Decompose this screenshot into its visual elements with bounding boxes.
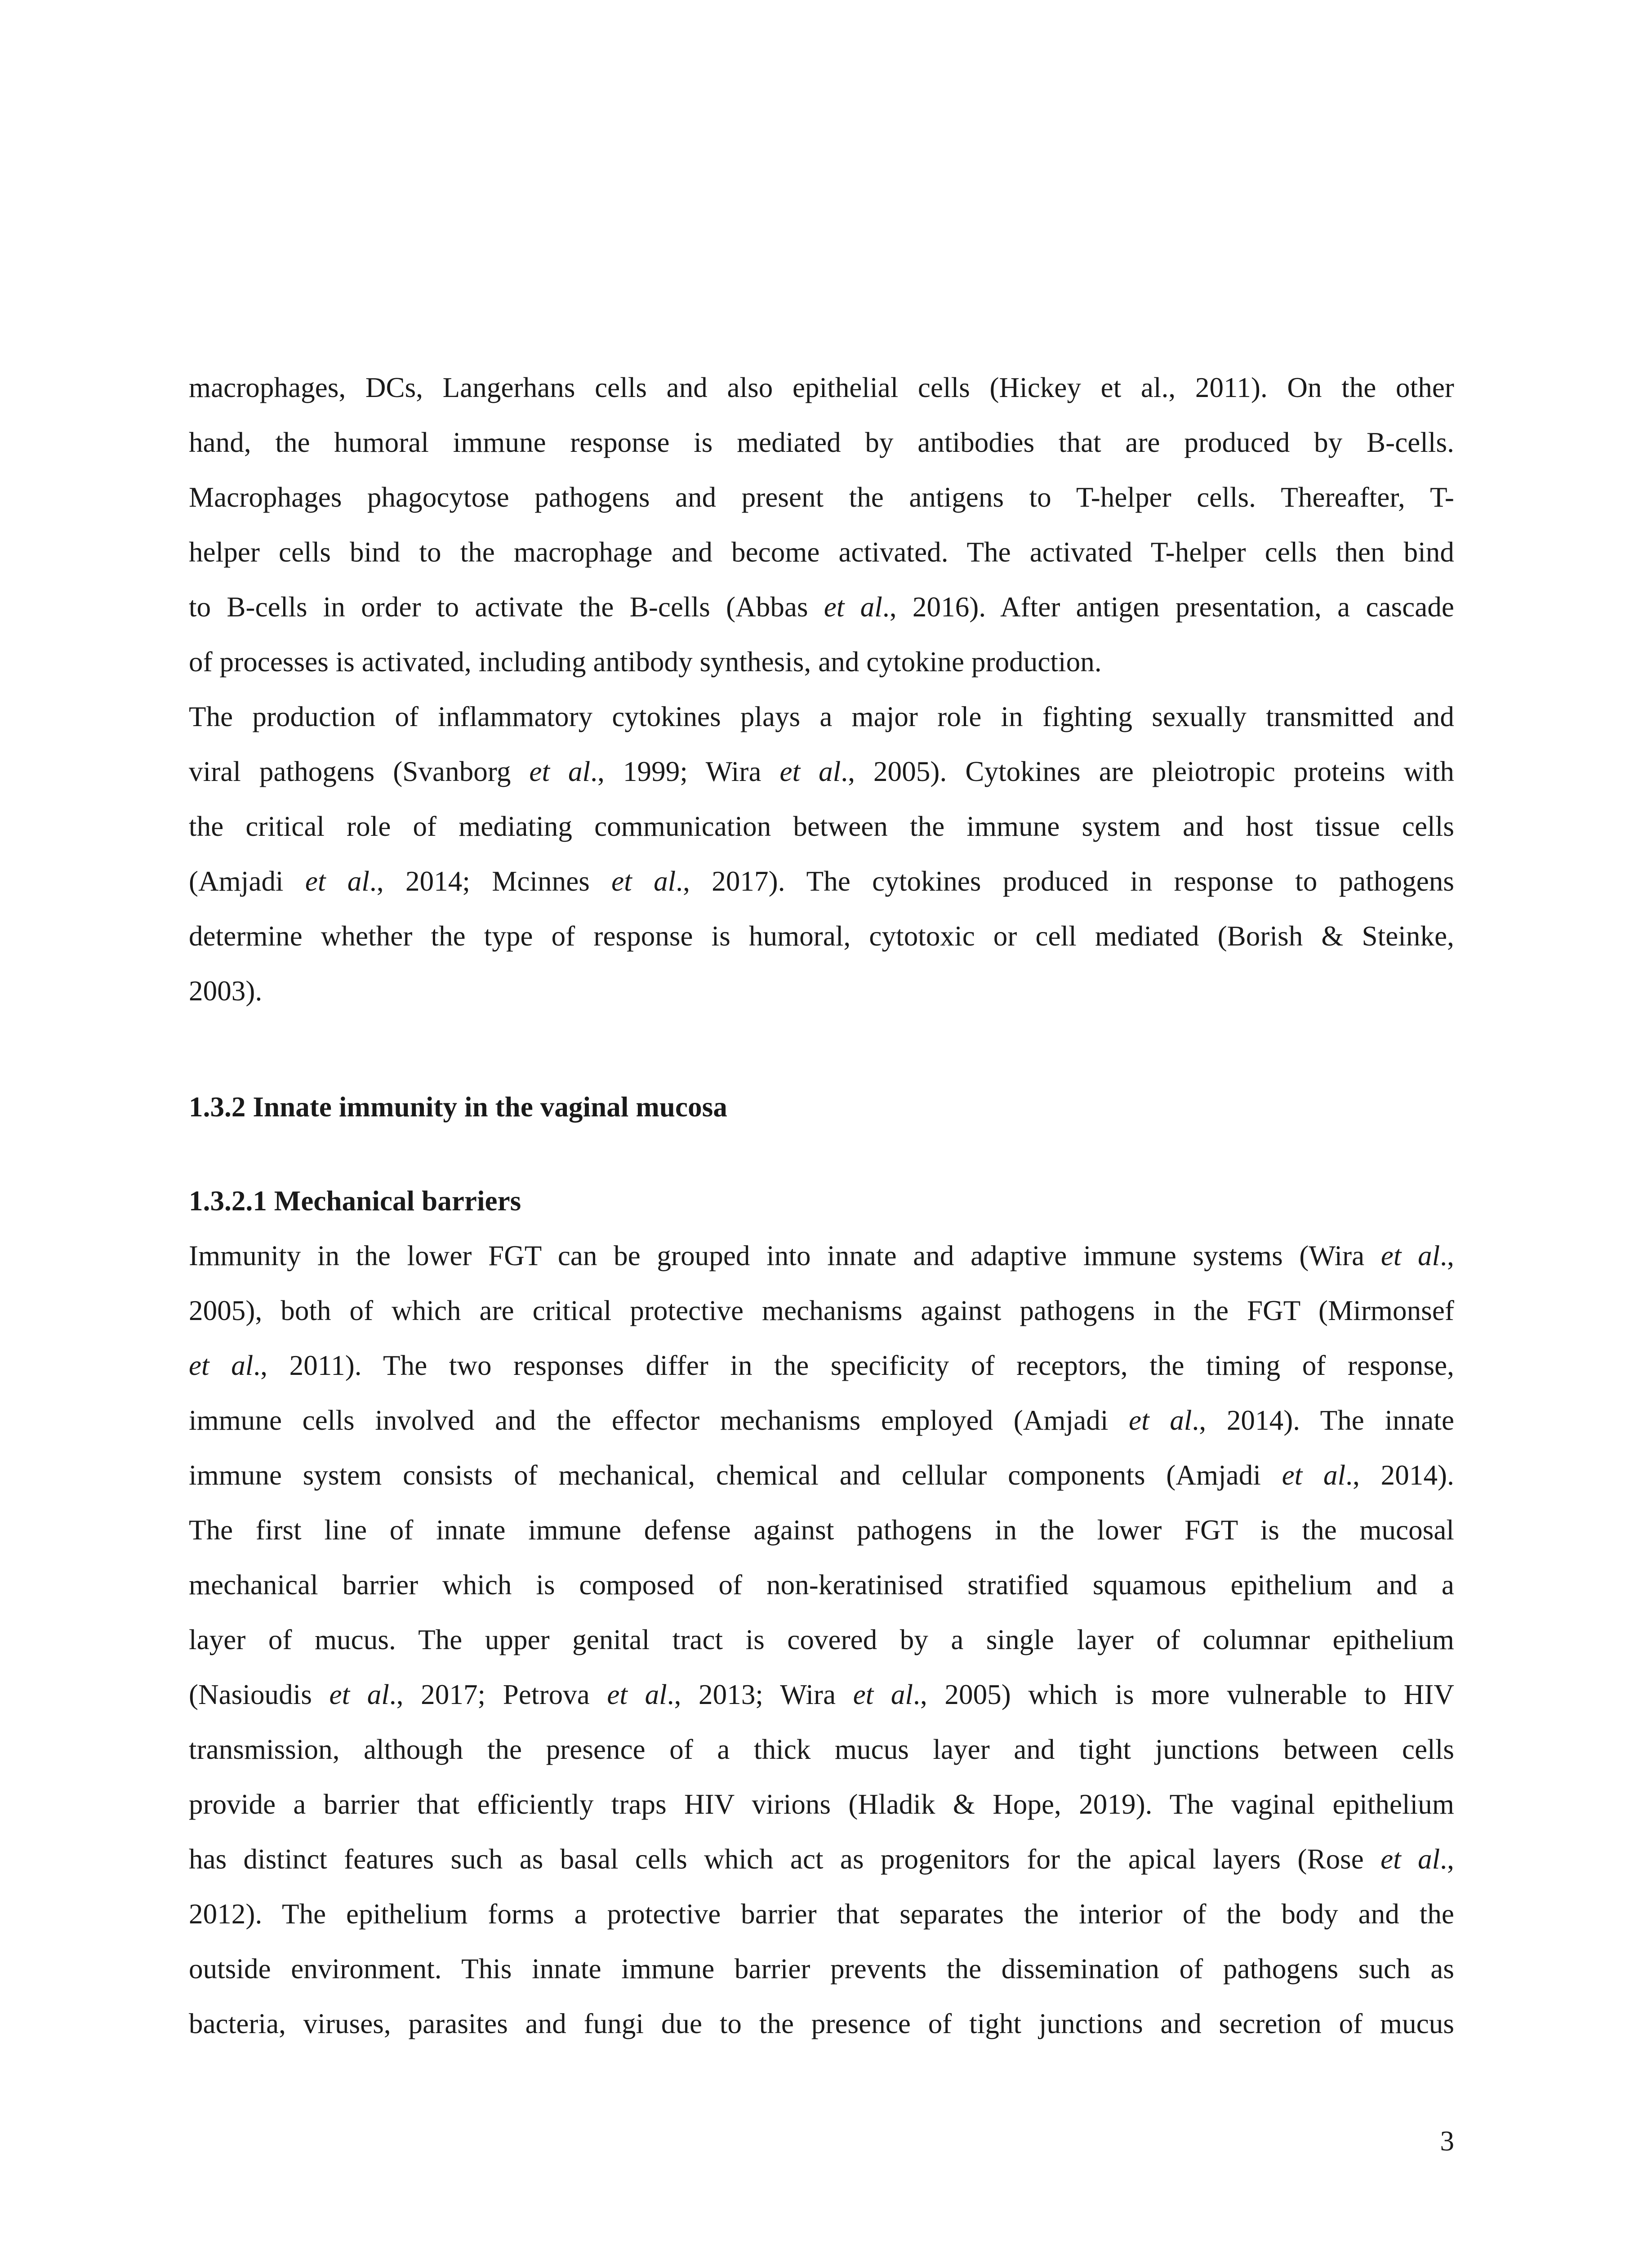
line-text: provide a barrier that efficiently traps HIV virions (Hladik & Hope, 2019). The vaginal epithelium bbox=[189, 1789, 1454, 1820]
italic-text: et al bbox=[779, 756, 841, 787]
line-text: helper cells bind to the macrophage and become activated. The activated T-helper cells then bind bbox=[189, 536, 1454, 568]
line-text: determine whether the type of response is humoral, cytotoxic or cell mediated (Borish & Steinke, bbox=[189, 920, 1454, 952]
text-line bbox=[189, 534, 1454, 570]
line-text: ., 2017). The cytokines produced in response to pathogens bbox=[676, 865, 1454, 897]
line-text: immune system consists of mechanical, chemical and cellular components (Amjadi bbox=[189, 1459, 1282, 1491]
italic-text: et al bbox=[853, 1679, 913, 1710]
line-text: outside environment. This innate immune barrier prevents the dissemination of pathogens such as bbox=[189, 1953, 1454, 1985]
italic-text: et al bbox=[529, 756, 591, 787]
line-text: ., 2014). bbox=[1345, 1459, 1454, 1491]
line-text: immune cells involved and the effector mechanisms employed (Amjadi bbox=[189, 1405, 1129, 1436]
line-text: layer of mucus. The upper genital tract is covered by a single layer of columnar epithelium bbox=[189, 1624, 1454, 1655]
text-line bbox=[189, 1402, 1454, 1438]
text-line bbox=[189, 1567, 1454, 1603]
text-line bbox=[189, 1896, 1454, 1932]
line-text: of processes is activated, including antibody synthesis, and cytokine production. bbox=[189, 646, 1102, 678]
text-line bbox=[189, 2006, 1454, 2042]
text-line bbox=[189, 1841, 1454, 1877]
text-line bbox=[189, 808, 1454, 844]
text-line bbox=[189, 863, 1454, 899]
line-text: (Nasioudis bbox=[189, 1679, 330, 1710]
text-line bbox=[189, 699, 1454, 735]
text-line bbox=[189, 1347, 1454, 1383]
line-text: ., 2016). After antigen presentation, a cascade bbox=[882, 591, 1454, 623]
line-text: 2005), both of which are critical protective mechanisms against pathogens in the FGT (Mirmonsef bbox=[189, 1295, 1454, 1326]
line-text: ., 2013; Wira bbox=[667, 1679, 853, 1710]
italic-text: et al bbox=[305, 865, 370, 897]
text-line bbox=[189, 1457, 1454, 1493]
text-line bbox=[189, 754, 1454, 789]
line-text: ., 2011). The two responses differ in the specificity of receptors, the timing of response, bbox=[253, 1350, 1454, 1381]
line-text: ., 2014). The innate bbox=[1192, 1405, 1455, 1436]
italic-text: et al bbox=[611, 865, 676, 897]
line-text: The production of inflammatory cytokines plays a major role in fighting sexually transmitted and bbox=[189, 701, 1454, 732]
line-text: the critical role of mediating communication between the immune system and host tissue cells bbox=[189, 811, 1454, 842]
line-text: viral pathogens (Svanborg bbox=[189, 756, 530, 787]
italic-text: et al bbox=[607, 1679, 667, 1710]
text-line bbox=[189, 1786, 1454, 1822]
line-text: macrophages, DCs, Langerhans cells and also epithelial cells (Hickey et al., 2011). On the other bbox=[189, 372, 1454, 403]
text-line bbox=[189, 1677, 1454, 1713]
page-number: 3 bbox=[1440, 2125, 1454, 2157]
line-text: ., bbox=[1440, 1240, 1454, 1271]
line-text: ., 2005). Cytokines are pleiotropic proteins with bbox=[841, 756, 1454, 787]
line-text: to B-cells in order to activate the B-cells (Abbas bbox=[189, 591, 824, 623]
section-heading: 1.3.2 Innate immunity in the vaginal mucosa bbox=[189, 1091, 727, 1123]
italic-text: et al bbox=[1380, 1240, 1440, 1271]
line-text: ., 2014; Mcinnes bbox=[370, 865, 612, 897]
line-text: mechanical barrier which is composed of non-keratinised stratified squamous epithelium and a bbox=[189, 1569, 1454, 1601]
line-text: Immunity in the lower FGT can be grouped into innate and adaptive immune systems (Wira bbox=[189, 1240, 1381, 1271]
line-text: ., 2017; Petrova bbox=[389, 1679, 607, 1710]
line-text: ., 1999; Wira bbox=[590, 756, 780, 787]
text-line bbox=[189, 1622, 1454, 1658]
italic-text: et al bbox=[824, 591, 882, 623]
line-text: ., 2005) which is more vulnerable to HIV bbox=[913, 1679, 1454, 1710]
text-line bbox=[189, 1731, 1454, 1767]
italic-text: et al bbox=[1380, 1843, 1440, 1875]
italic-text: et al bbox=[189, 1350, 254, 1381]
line-text: 2003). bbox=[189, 975, 263, 1007]
line-text: ., bbox=[1440, 1843, 1454, 1875]
text-line bbox=[189, 1238, 1454, 1274]
line-text: hand, the humoral immune response is mediated by antibodies that are produced by B-cells. bbox=[189, 427, 1454, 458]
line-text: bacteria, viruses, parasites and fungi due to the presence of tight junctions and secretion of mucus bbox=[189, 2008, 1454, 2039]
line-text: has distinct features such as basal cells which act as progenitors for the apical layers (Rose bbox=[189, 1843, 1381, 1875]
text-line bbox=[189, 479, 1454, 515]
line-text: (Amjadi bbox=[189, 865, 305, 897]
text-line bbox=[189, 918, 1454, 954]
text-line bbox=[189, 589, 1454, 625]
text-line bbox=[189, 644, 1454, 680]
subsection-heading: 1.3.2.1 Mechanical barriers bbox=[189, 1185, 521, 1217]
italic-text: et al bbox=[329, 1679, 389, 1710]
line-text: 2012). The epithelium forms a protective barrier that separates the interior of the body and the bbox=[189, 1898, 1454, 1930]
line-text: Macrophages phagocytose pathogens and present the antigens to T-helper cells. Thereafter, T- bbox=[189, 482, 1454, 513]
text-line bbox=[189, 973, 1454, 1009]
text-line bbox=[189, 1512, 1454, 1548]
italic-text: et al bbox=[1282, 1459, 1346, 1491]
line-text: transmission, although the presence of a thick mucus layer and tight junctions between cells bbox=[189, 1734, 1454, 1765]
italic-text: et al bbox=[1129, 1405, 1192, 1436]
line-text: The first line of innate immune defense against pathogens in the lower FGT is the mucosal bbox=[189, 1514, 1454, 1546]
text-line bbox=[189, 1293, 1454, 1329]
text-line bbox=[189, 1951, 1454, 1987]
text-line bbox=[189, 424, 1454, 460]
text-line bbox=[189, 370, 1454, 406]
